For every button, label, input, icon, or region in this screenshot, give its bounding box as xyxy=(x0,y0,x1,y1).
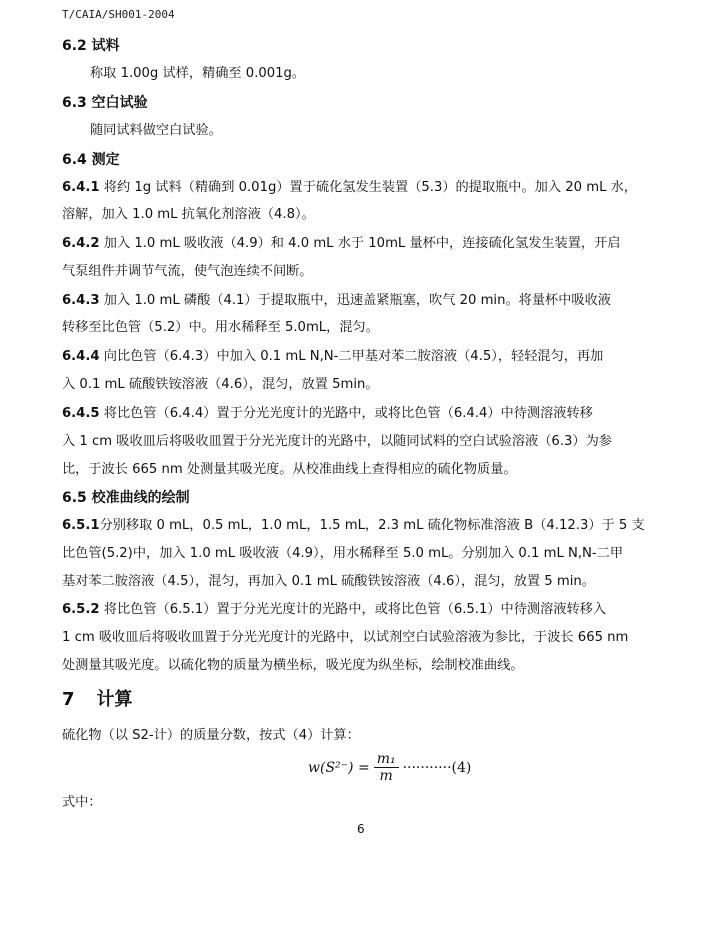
clause-number: 6.4.2 xyxy=(62,236,100,251)
clause-6-5-1-line1 xyxy=(62,516,645,536)
clause-number: 6.4.5 xyxy=(62,406,100,421)
clause-number: 6.4.1 xyxy=(62,180,100,195)
clause-6-5-2-line1 xyxy=(62,600,606,620)
clause-6-4-5-line3: 比，于波长 665 nm 处测量其吸光度。从校准曲线上查得相应的硫化物质量。 xyxy=(62,462,517,477)
clause-6-4-3-line1 xyxy=(62,291,611,311)
formula-denominator: m xyxy=(379,768,393,784)
clause-6-4-3-line2: 转移至比色管（5.2）中。用水稀释至 5.0mL，混匀。 xyxy=(62,320,379,335)
chapter-7-heading xyxy=(62,685,133,711)
standard-code-header: T/CAIA/SH001-2004 xyxy=(62,8,175,21)
clause-number: 6.4.4 xyxy=(62,349,100,364)
formula-fraction xyxy=(374,752,399,784)
formula-lhs: w(S²⁻) = xyxy=(308,760,370,776)
clause-6-4-5-line1 xyxy=(62,404,593,424)
clause-6-5-1-line3: 基对苯二胺溶液（4.5），混匀，再加入 0.1 mL 硫酸铁铵溶液（4.6），混匀，放置 5 min。 xyxy=(62,574,595,589)
clause-6-5-2-line2: 1 cm 吸收皿后将吸收皿置于分光光度计的光路中，以试剂空白试验溶液为参比，于波长 665 nm xyxy=(62,630,629,645)
section-6-2-body: 称取 1.00g 试样，精确至 0.001g。 xyxy=(90,66,306,81)
clause-6-5-2-line3: 处测量其吸光度。以硫化物的质量为横坐标，吸光度为纵坐标，绘制校准曲线。 xyxy=(62,658,524,673)
chapter-number: 7 xyxy=(62,689,75,710)
clause-text: 分别移取 0 mL，0.5 mL，1.0 mL，1.5 mL，2.3 mL 硫化物标准溶液 B（4.12.3）于 5 支 xyxy=(99,518,645,533)
clause-6-4-2-line2: 气泵组件并调节气流，使气泡连续不间断。 xyxy=(62,264,313,279)
clause-6-4-2-line1 xyxy=(62,234,620,254)
formula-numerator: m₁ xyxy=(374,752,399,768)
section-6-3-body: 随同试料做空白试验。 xyxy=(90,123,222,138)
clause-6-4-5-line2: 入 1 cm 吸收皿后将吸收皿置于分光光度计的光路中，以随同试料的空白试验溶液（6.3）为参 xyxy=(62,434,612,449)
clause-6-4-4-line2: 入 0.1 mL 硫酸铁铵溶液（4.6），混匀，放置 5min。 xyxy=(62,377,379,392)
formula-leader-dots: ··········· xyxy=(402,760,452,776)
clause-text: 加入 1.0 mL 吸收液（4.9）和 4.0 mL 水于 10mL 量杯中，连接硫化氢发生装置，开启 xyxy=(103,236,621,251)
clause-text: 将比色管（6.5.1）置于分光光度计的光路中，或将比色管（6.5.1）中待测溶液转移入 xyxy=(103,602,607,617)
clause-number: 6.5.1 xyxy=(62,518,100,533)
page-number: 6 xyxy=(357,822,365,836)
where-label: 式中： xyxy=(62,795,102,810)
clause-6-4-1-line1 xyxy=(62,178,637,198)
chapter-title: 计算 xyxy=(96,689,133,710)
clause-6-4-4-line1 xyxy=(62,347,603,367)
section-6-5-title: 6.5 校准曲线的绘制 xyxy=(62,490,190,506)
clause-number: 6.5.2 xyxy=(62,602,100,617)
clause-6-5-1-line2: 比色管(5.2)中，加入 1.0 mL 吸收液（4.9），用水稀释至 5.0 mL。分别加入 0.1 mL N,N-二甲 xyxy=(62,546,624,561)
clause-number: 6.4.3 xyxy=(62,293,100,308)
clause-text: 将约 1g 试料（精确到 0.01g）置于硫化氢发生装置（5.3）的提取瓶中。加入 20 mL 水， xyxy=(103,180,637,195)
section-6-4-title: 6.4 测定 xyxy=(62,152,120,168)
section-6-3-title: 6.3 空白试验 xyxy=(62,95,148,111)
clause-text: 加入 1.0 mL 磷酸（4.1）于提取瓶中，迅速盖紧瓶塞，吹气 20 min。将量杯中吸收液 xyxy=(103,293,611,308)
calculation-intro: 硫化物（以 S2-计）的质量分数，按式（4）计算： xyxy=(62,728,360,743)
clause-text: 将比色管（6.4.4）置于分光光度计的光路中，或将比色管（6.4.4）中待测溶液转移 xyxy=(103,406,593,421)
clause-text: 向比色管（6.4.3）中加入 0.1 mL N,N-二甲基对苯二胺溶液（4.5），轻轻混匀，再加 xyxy=(103,349,604,364)
formula-4 xyxy=(308,752,471,784)
formula-label: (4) xyxy=(451,760,472,776)
clause-6-4-1-line2: 溶解，加入 1.0 mL 抗氧化剂溶液（4.8）。 xyxy=(62,207,315,222)
section-6-2-title: 6.2 试料 xyxy=(62,38,120,54)
